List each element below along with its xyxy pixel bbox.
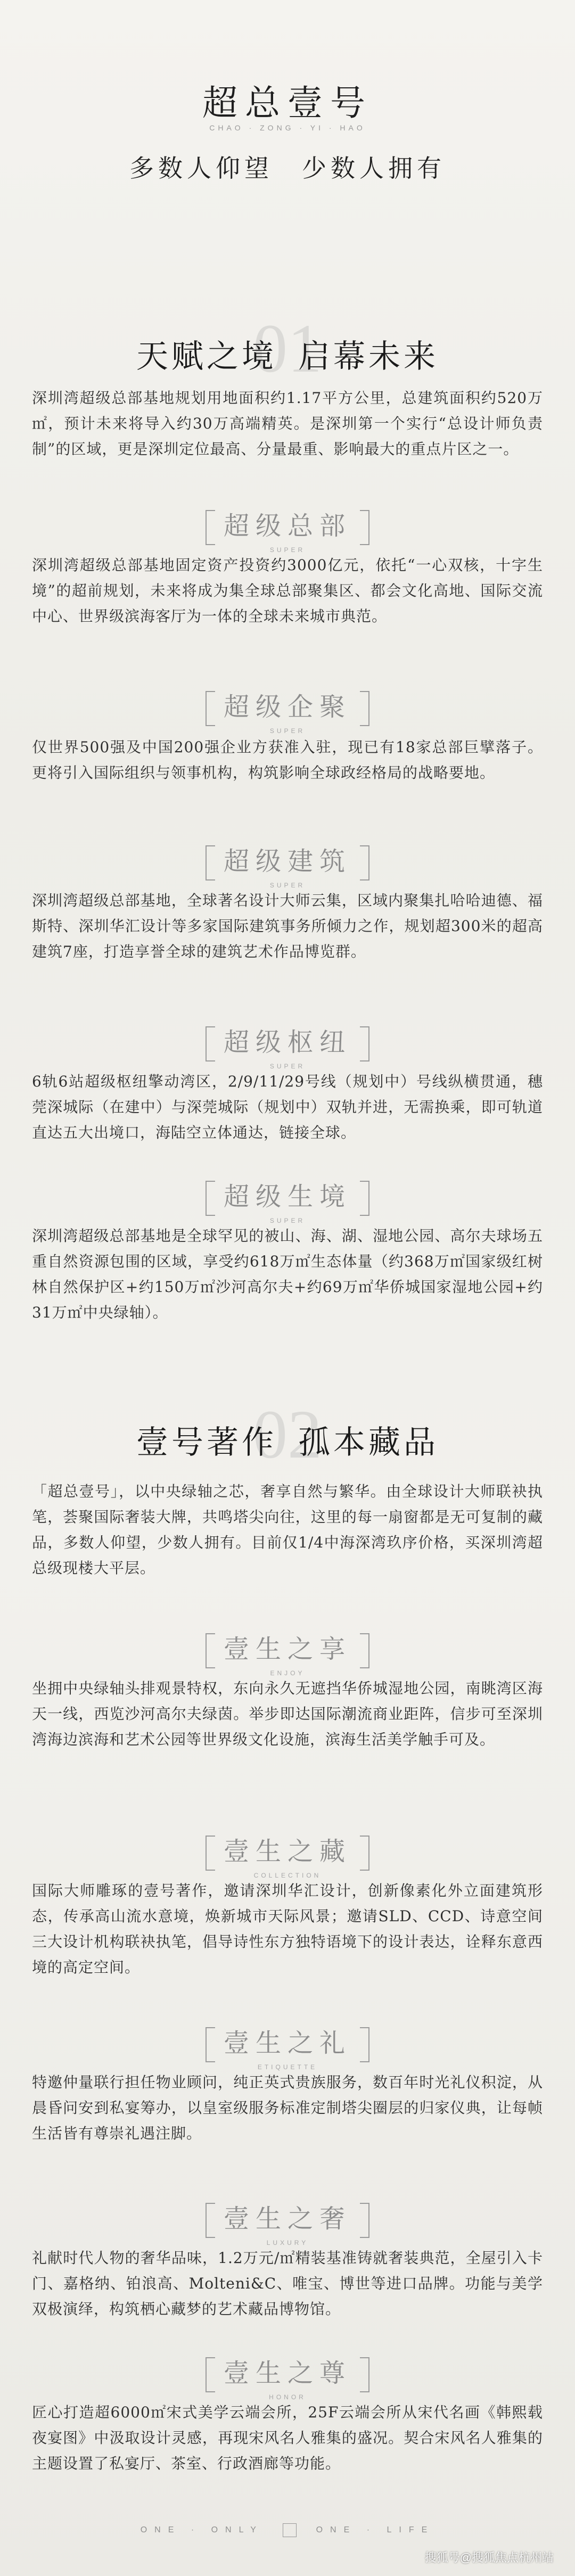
section-text: 礼献时代人物的奢华品味，1.2万元/㎡精装基准铸就奢装典范，全屋引入卡门、嘉格纳、铂浪高、Molteni&C、唯宝、博世等进口品牌。功能与美学双极演绎，构筑栖心藏梦的艺术藏品博物馆。: [32, 2249, 543, 2318]
bracket-left: [206, 1026, 215, 1061]
chapter-1-heading: [0, 310, 575, 387]
section-text: 深圳湾超级总部基地固定资产投资约3000亿元，依托“一心双核，十字生境”的超前规划，未来将成为集全球总部聚集区、都会文化高地、国际交流中心、世界级滨海客厅为一体的全球未来城市典范。: [32, 556, 543, 625]
section-label: [206, 2023, 369, 2076]
bracket-right: [360, 845, 369, 880]
footer-left-text: ONE · ONLY: [140, 2525, 264, 2535]
section-label: [206, 1629, 369, 1682]
section-text: 国际大师雕琢的壹号著作，邀请深圳华汇设计，创新像素化外立面建筑形态，传承高山流水意境，焕新城市天际风景；邀请SLD、CCD、诗意空间三大设计机构联袂执笔，倡导诗性东方独特语境下的设计表达，诠释东意西境的高定空间。: [32, 1882, 543, 1976]
bracket-right: [360, 510, 369, 545]
section-label-text: 超级生境: [223, 1182, 352, 1212]
bracket-left: [206, 1181, 215, 1216]
chapter-title-right: 启幕未来: [298, 338, 439, 375]
section-label-text: 壹生之礼: [223, 2028, 352, 2058]
chapter-number: 02: [253, 1396, 322, 1473]
section-label: [206, 2199, 369, 2252]
section-text: 6轨6站超级枢纽擎动湾区，2/9/11/29号线（规划中）号线纵横贯通，穗莞深城际（在建中）与深莞城际（规划中）双轨并进，无需换乘，即可轨道直达五大出境口，海陆空立体通达，链接全球。: [32, 1073, 543, 1141]
section-text: 坐拥中央绿轴头排观景特权，东向永久无遮挡华侨城湿地公园，南眺湾区海天一线，西览沙河高尔夫绿茵。举步即达国际潮流商业距阵，信步可至深圳湾海边滨海和艺术公园等世界级文化设施，滨海生活美学触手可及。: [32, 1680, 543, 1748]
seal-icon: [283, 2523, 297, 2537]
bracket-left: [206, 691, 215, 726]
bracket-right: [360, 2203, 369, 2238]
chapter-title-left: 天赋之境: [136, 338, 277, 375]
brand-title: 超总壹号: [202, 83, 373, 124]
section-label-en: HONOR: [269, 2393, 306, 2401]
section-text: 仅世界500强及中国200强企业方获准入驻，现已有18家总部巨擘落子。更将引入国际组织与领事机构，构筑影响全球政经格局的战略要地。: [32, 738, 543, 781]
section-label: [206, 1022, 369, 1075]
bracket-right: [360, 2357, 369, 2392]
section-label-en: SUPER: [269, 1063, 306, 1070]
bracket-right: [360, 691, 369, 726]
chapter-number: 01: [253, 310, 322, 387]
footer-right-text: ONE · LIFE: [316, 2525, 435, 2535]
chapter-2-heading: [0, 1396, 575, 1473]
bracket-left: [206, 1836, 215, 1871]
section-label-text: 壹生之享: [223, 1634, 352, 1664]
section-text: 深圳湾超级总部基地，全球著名设计大师云集，区域内聚集扎哈哈迪德、福斯特、深圳华汇设计等多家国际建筑事务所倾力之作，规划超300米的超高建筑7座，打造享誉全球的建筑艺术作品博览群。: [32, 892, 543, 960]
section-label-text: 超级总部: [223, 511, 352, 541]
section-label-en: SUPER: [269, 1217, 306, 1224]
section-label-text: 壹生之奢: [223, 2204, 352, 2234]
bracket-left: [206, 845, 215, 880]
bracket-left: [206, 2203, 215, 2238]
section-label: [206, 1176, 369, 1230]
section-label-en: COLLECTION: [253, 1872, 322, 1879]
bracket-right: [360, 1836, 369, 1871]
bracket-left: [206, 2027, 215, 2062]
bracket-right: [360, 1633, 369, 1668]
brand-subtitle-en: CHAO · ZONG · YI · HAO: [209, 124, 366, 132]
section-text: 匠心打造超6000㎡宋式美学云端会所，25F云端会所从宋代名画《韩熙载夜宴图》中汲取设计灵感，再现宋风名人雅集的盛况。契合宋风名人雅集的主题设置了私宴厅、茶室、行政酒廊等功能。: [32, 2404, 543, 2472]
chapter-title-right: 孤本藏品: [298, 1424, 439, 1461]
section-label-text: 超级建筑: [223, 846, 352, 876]
footer-decoration: [0, 2523, 575, 2537]
bracket-left: [206, 2357, 215, 2392]
bracket-right: [360, 1181, 369, 1216]
section-label-text: 壹生之藏: [223, 1837, 352, 1866]
section-label-en: ENJOY: [270, 1669, 305, 1677]
section-label-en: ETIQUETTE: [257, 2063, 318, 2071]
section-label-en: SUPER: [269, 546, 306, 554]
section-label: [206, 687, 369, 740]
section-label-text: 超级枢纽: [223, 1027, 352, 1057]
chapter-title-left: 壹号著作: [136, 1424, 277, 1461]
section-text: 深圳湾超级总部基地是全球罕见的被山、海、湖、湿地公园、高尔夫球场五重自然资源包围的区域，享受约618万㎡生态体量（约368万㎡国家级红树林自然保护区+约150万㎡沙河高尔夫+约69万㎡华侨城国家湿地公园+约31万㎡中央绿轴）。: [32, 1227, 543, 1321]
section-text: 特邀仲量联行担任物业顾问，纯正英式贵族服务，数百年时光礼仪积淀，从晨昏问安到私宴筹办，以皇室级服务标准定制塔尖圈层的归家仪典，让每帧生活皆有尊崇礼遇注脚。: [32, 2073, 543, 2142]
section-label-en: SUPER: [269, 882, 306, 889]
section-label: [206, 506, 369, 559]
section-label: [206, 2353, 369, 2406]
intro-paragraph: 「超总壹号」，以中央绿轴之芯，奢享自然与繁华。由全球设计大师联袂执笔，荟聚国际奢装大牌，共鸣塔尖向往，这里的每一扇窗都是无可复制的藏品，多数人仰望，少数人拥有。目前仅1/4中海深湾玖序价格，买深圳湾超总级现楼大平层。: [32, 1483, 543, 1577]
section-label-en: LUXURY: [266, 2239, 309, 2246]
watermark: 搜狐号@搜狐焦点杭州站: [424, 2551, 554, 2564]
section-label-en: SUPER: [269, 727, 306, 735]
bracket-right: [360, 2027, 369, 2062]
section-label-text: 壹生之尊: [223, 2358, 352, 2388]
bracket-left: [206, 510, 215, 545]
brand-slogan: 多数人仰望 少数人拥有: [129, 154, 446, 183]
section-label: [206, 1831, 369, 1884]
bracket-left: [206, 1633, 215, 1668]
intro-paragraph: 深圳湾超级总部基地规划用地面积约1.17平方公里，总建筑面积约520万㎡，预计未来将导入约30万高端精英。是深圳第一个实行“总设计师负责制”的区域，更是深圳定位最高、分量最重、影响最大的重点片区之一。: [32, 389, 543, 458]
section-label-text: 超级企聚: [223, 692, 352, 722]
bracket-right: [360, 1026, 369, 1061]
section-label: [206, 841, 369, 894]
